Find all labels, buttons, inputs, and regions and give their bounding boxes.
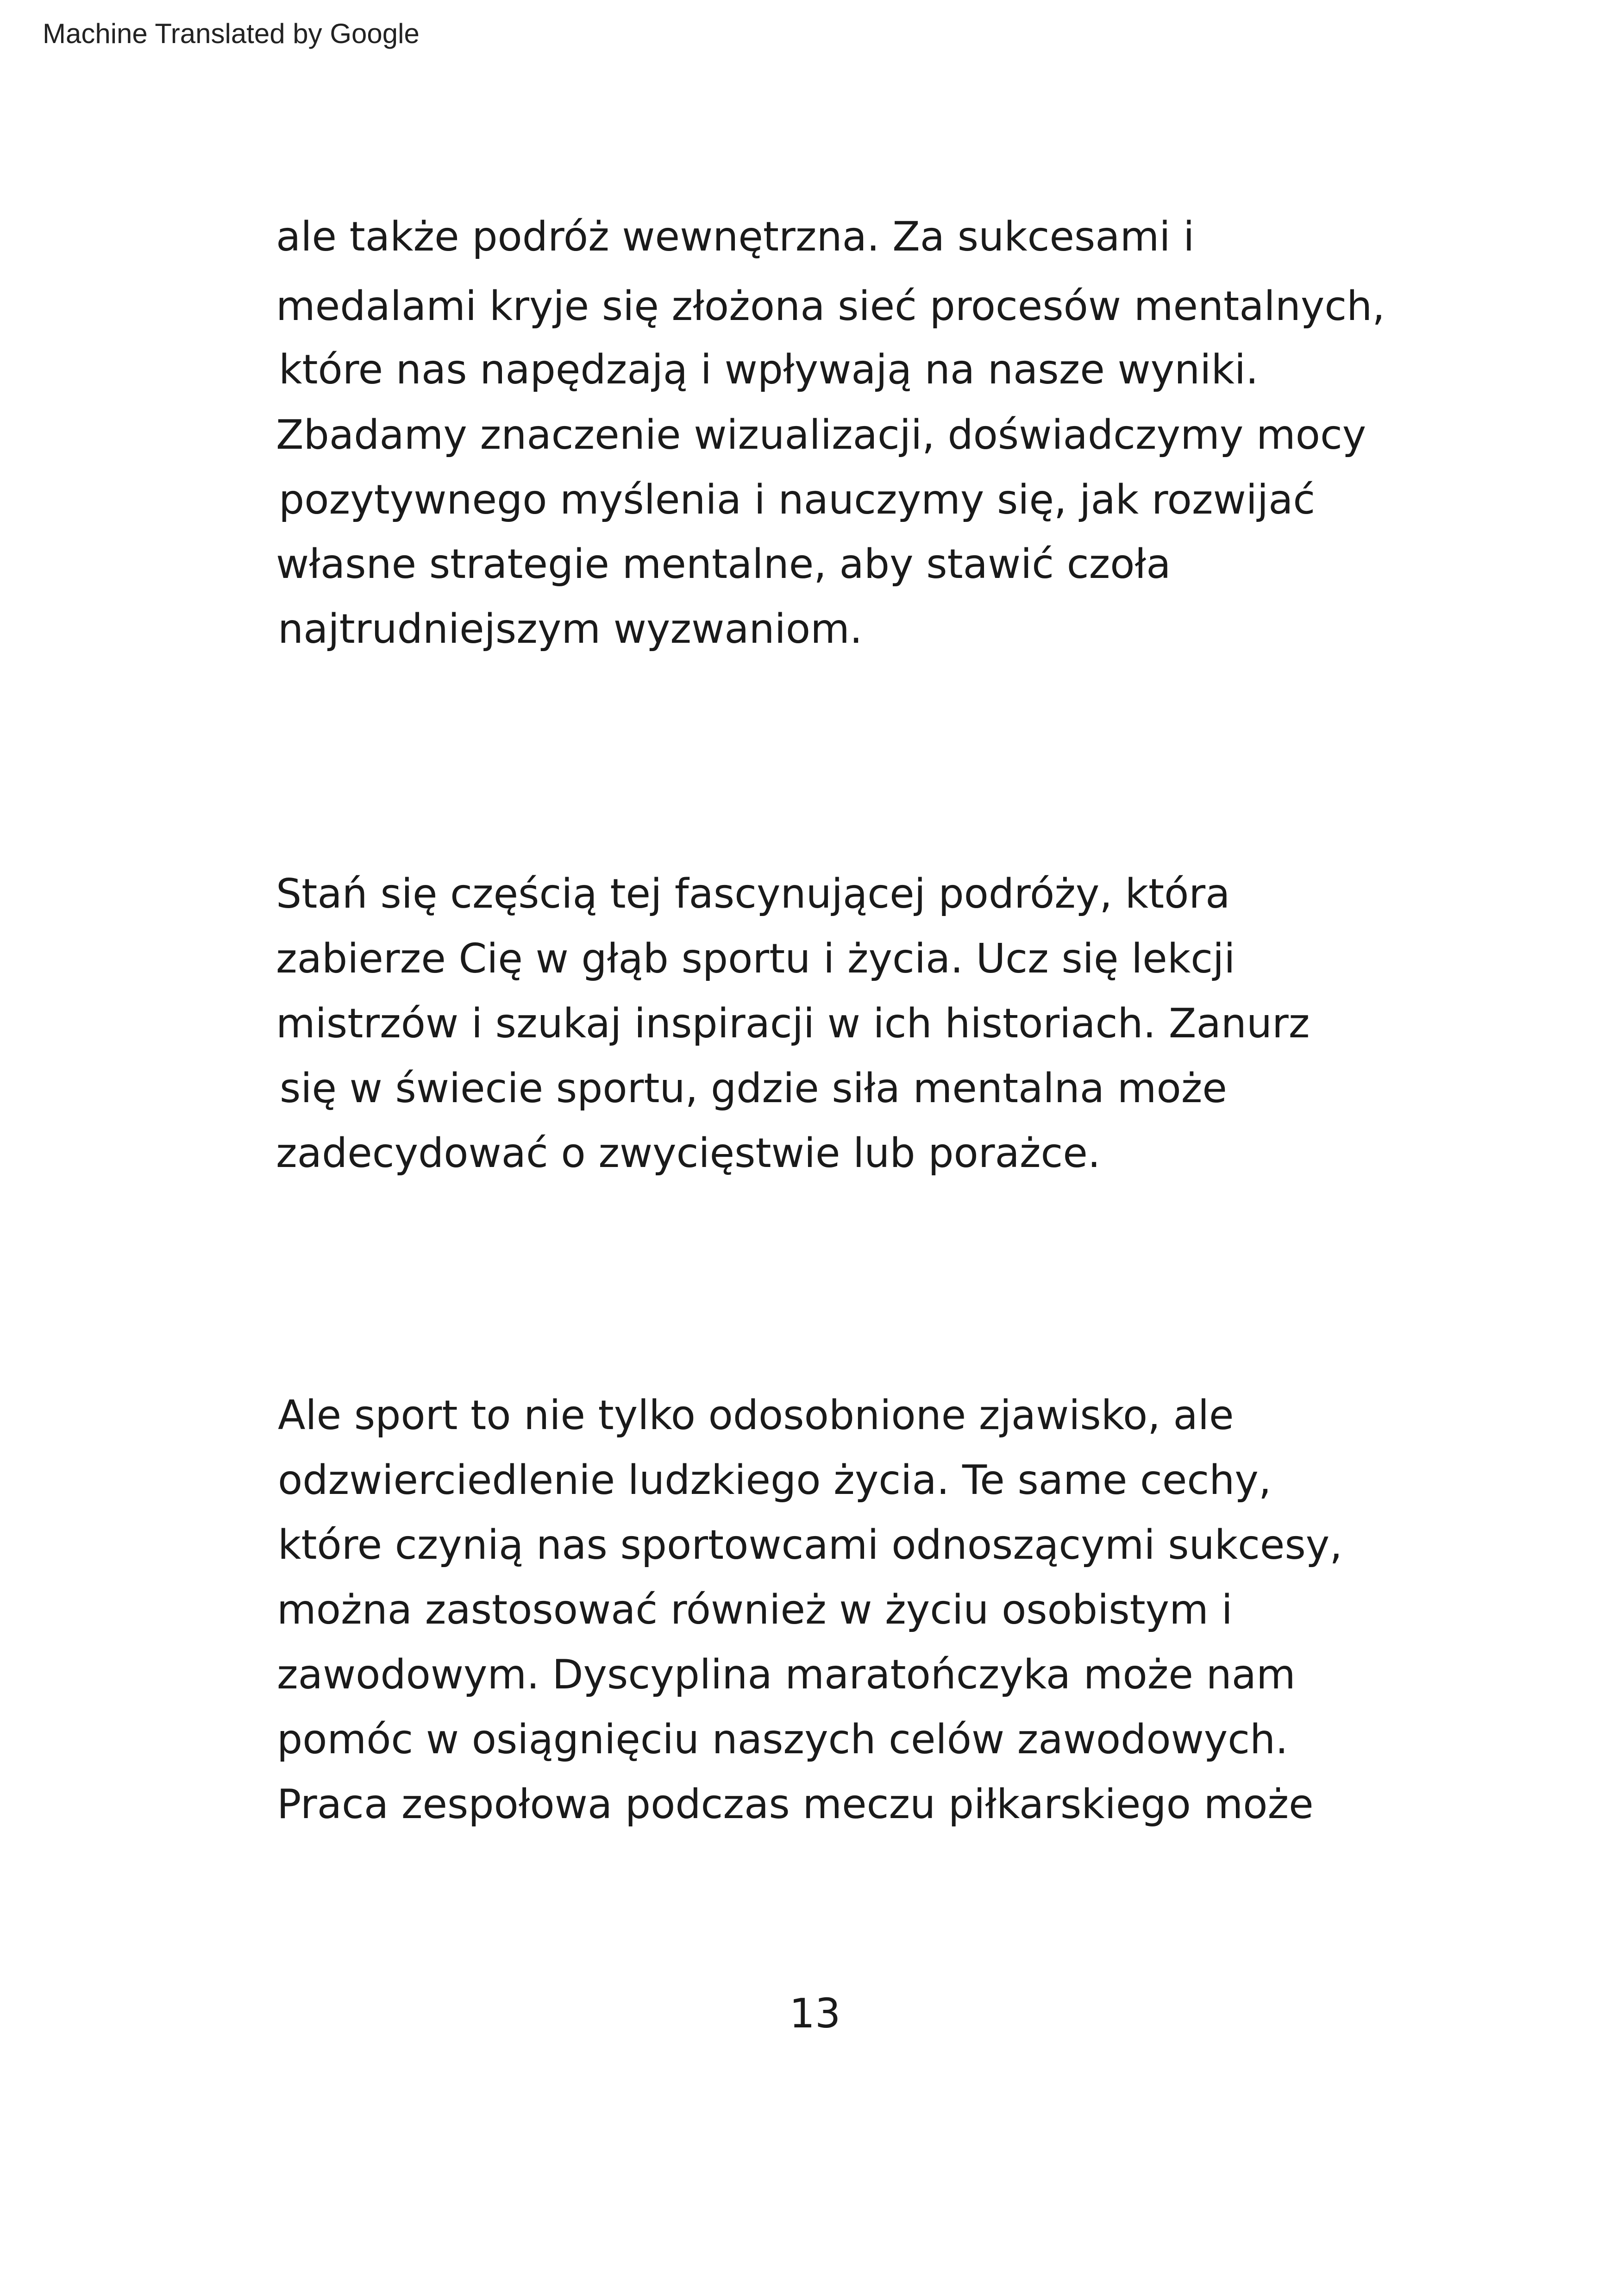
text-line: Praca zespołowa podczas meczu piłkarskiego może [277,1781,1314,1828]
text-line: ale także podróż wewnętrzna. Za sukcesami i [276,213,1195,260]
text-line: które czynią nas sportowcami odnoszącymi sukcesy, [278,1521,1342,1568]
text-line: pozytywnego myślenia i nauczymy się, jak rozwijać [279,476,1316,523]
text-line: medalami kryje się złożona sieć procesów mentalnych, [276,282,1385,330]
text-line: zawodowym. Dyscyplina maratończyka może nam [277,1651,1296,1698]
text-line: można zastosować również w życiu osobistym i [277,1586,1233,1633]
text-line: się w świecie sportu, gdzie siła mentalna może [280,1065,1227,1112]
text-line: zabierze Cię w głąb sportu i życia. Ucz się lekcji [276,935,1235,982]
page-number: 13 [789,1990,841,2037]
text-line: Zbadamy znaczenie wizualizacji, doświadczymy mocy [276,411,1366,458]
text-line: Ale sport to nie tylko odosobnione zjawisko, ale [278,1392,1234,1439]
text-line: własne strategie mentalne, aby stawić czoła [276,540,1171,588]
text-line: najtrudniejszym wyzwaniom. [278,605,863,652]
text-line: które nas napędzają i wpływają na nasze wyniki. [279,346,1259,393]
text-line: odzwierciedlenie ludzkiego życia. Te same cechy, [278,1456,1272,1504]
text-line: Stań się częścią tej fascynującej podróży, która [276,870,1230,917]
text-line: pomóc w osiągnięciu naszych celów zawodowych. [277,1716,1288,1763]
text-line: mistrzów i szukaj inspiracji w ich historiach. Zanurz [276,1000,1310,1047]
text-line: zadecydować o zwycięstwie lub porażce. [276,1129,1101,1177]
machine-translation-notice: Machine Translated by Google [43,18,420,49]
